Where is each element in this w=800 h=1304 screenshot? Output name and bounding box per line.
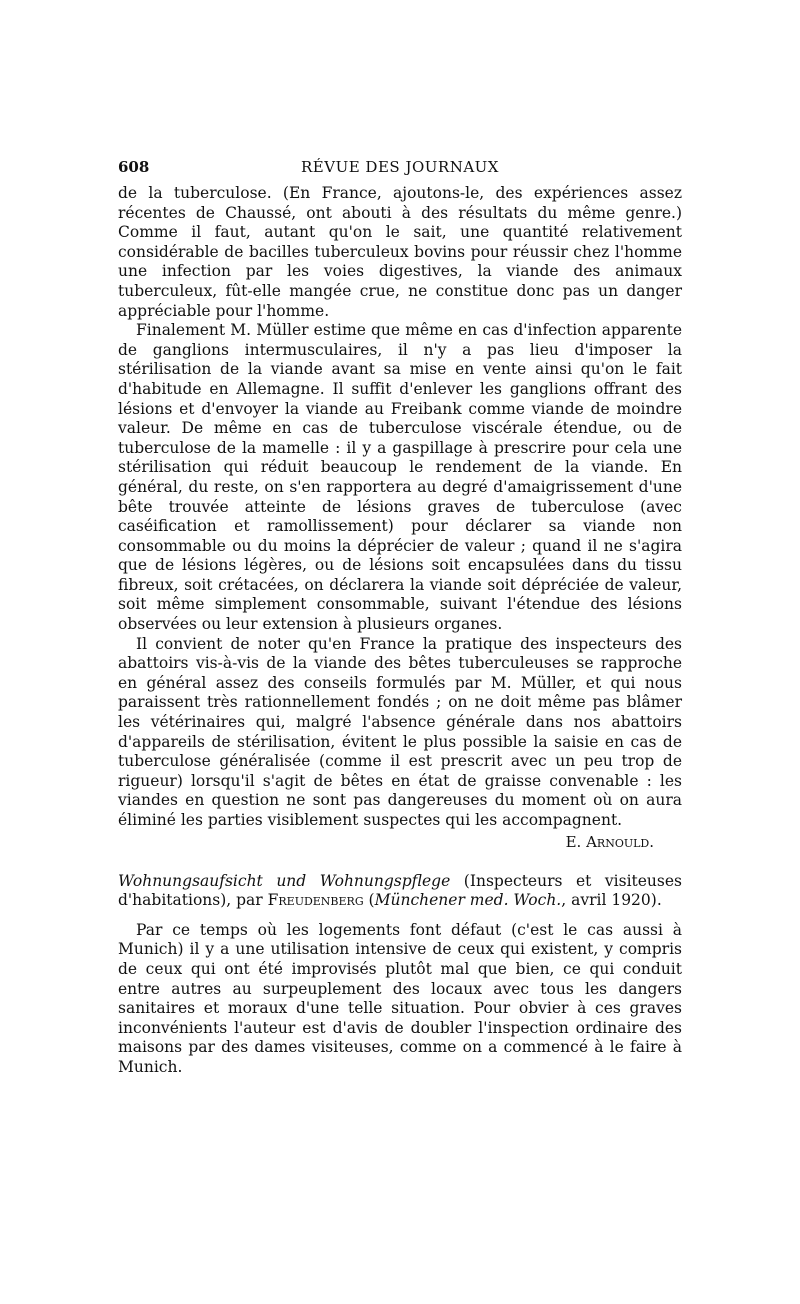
review-title: Wohnungsaufsicht und Wohnungspflege [118, 871, 451, 890]
page-header [118, 158, 682, 184]
article-tuberculose [118, 184, 682, 852]
review-source-open: ( [363, 891, 375, 910]
journal-page [118, 158, 682, 1078]
review-source: Münchener med. Woch. [374, 891, 562, 910]
review-source-date: , avril 1920). [561, 891, 662, 910]
paragraph: Finalement M. Müller estime que même en cas d'infection apparente de ganglions intermusculaires, il n'y a pas lieu d'imposer la stérilisation de la viande avant sa mise en vente ainsi qu'on le fait d'habitude en Allemagne. Il suffit d'enlever les ganglions offrant des lésions et d'envoyer la viande au Freibank comme viande de moindre valeur. De même en cas de tuberculose viscérale étendue, ou de tuberculose de la mamelle : il y a gaspillage à prescrire pour cela une stérilisation qui réduit beaucoup le rendement de la viande. En général, du reste, on s'en rapportera au degré d'amaigrissement d'une bête trouvée atteinte de lésions graves de tuberculose (avec caséification et ramollissement) pour déclarer sa viande non consommable ou du moins la déprécier de valeur ; quand il ne s'agira que de lésions légères, ou de lésions soit encapsulées dans du tissu fibreux, soit crétacées, on déclarera la viande soit dépréciée de valeur, soit même simplement consommable, suivant l'étendue des lésions observées ou leur extension à plusieurs organes. [118, 321, 682, 634]
article-habitations [118, 921, 682, 1078]
paragraph: Il convient de noter qu'en France la pratique des inspecteurs des abattoirs vis-à-vis de la viande des bêtes tuberculeuses se rapproche en général assez des conseils formulés par M. Müller, et qui nous paraissent très rationnellement fondés ; on ne doit même pas blâmer les vétérinaires qui, malgré l'absence générale dans nos abattoirs d'appareils de stérilisation, évitent le plus possible la saisie en cas de tuberculose généralisée (comme il est prescrit avec un peu trop de rigueur) lorsqu'il s'agit de bêtes en état de graisse convenable : les viandes en question ne sont pas dangereuses du moment où on aura éliminé les parties visiblement suspectes qui les accompagnent. [118, 634, 682, 829]
review-heading [118, 872, 682, 911]
review-citation [118, 872, 682, 911]
review-title-gloss: (Inspecteurs et visiteuses d'habitations), par [118, 871, 682, 910]
running-title: RÉVUE DES JOURNAUX [301, 158, 499, 176]
paragraph: Par ce temps où les logements font défaut (c'est le cas aussi à Munich) il y a une utilisation intensive de ceux qui existent, y compris de ceux qui ont été improvisés plutôt mal que bien, ce qui conduit entre autres au surpeuplement des locaux avec tous les dangers sanitaires et moraux d'une telle situation. Pour obvier à ces graves inconvénients l'auteur est d'avis de doubler l'inspection ordinaire des maisons par des dames visiteuses, comme on a commencé à le faire à Munich. [118, 920, 682, 1076]
author-signature: E. Arnould. [565, 832, 654, 851]
page-number: 608 [118, 158, 150, 176]
paragraph: de la tuberculose. (En France, ajoutons-le, des expériences assez récentes de Chaussé, ont abouti à des résultats du même genre.) Comme il faut, autant qu'on le sait, une quantité relativement considérable de bacilles tuberculeux bovins pour réussir chez l'homme une infection par les voies digestives, la viande des animaux tuberculeux, fût-elle mangée crue, ne constitue donc pas un danger appréciable pour l'homme. [118, 184, 682, 320]
review-author: Freudenberg [267, 891, 364, 910]
